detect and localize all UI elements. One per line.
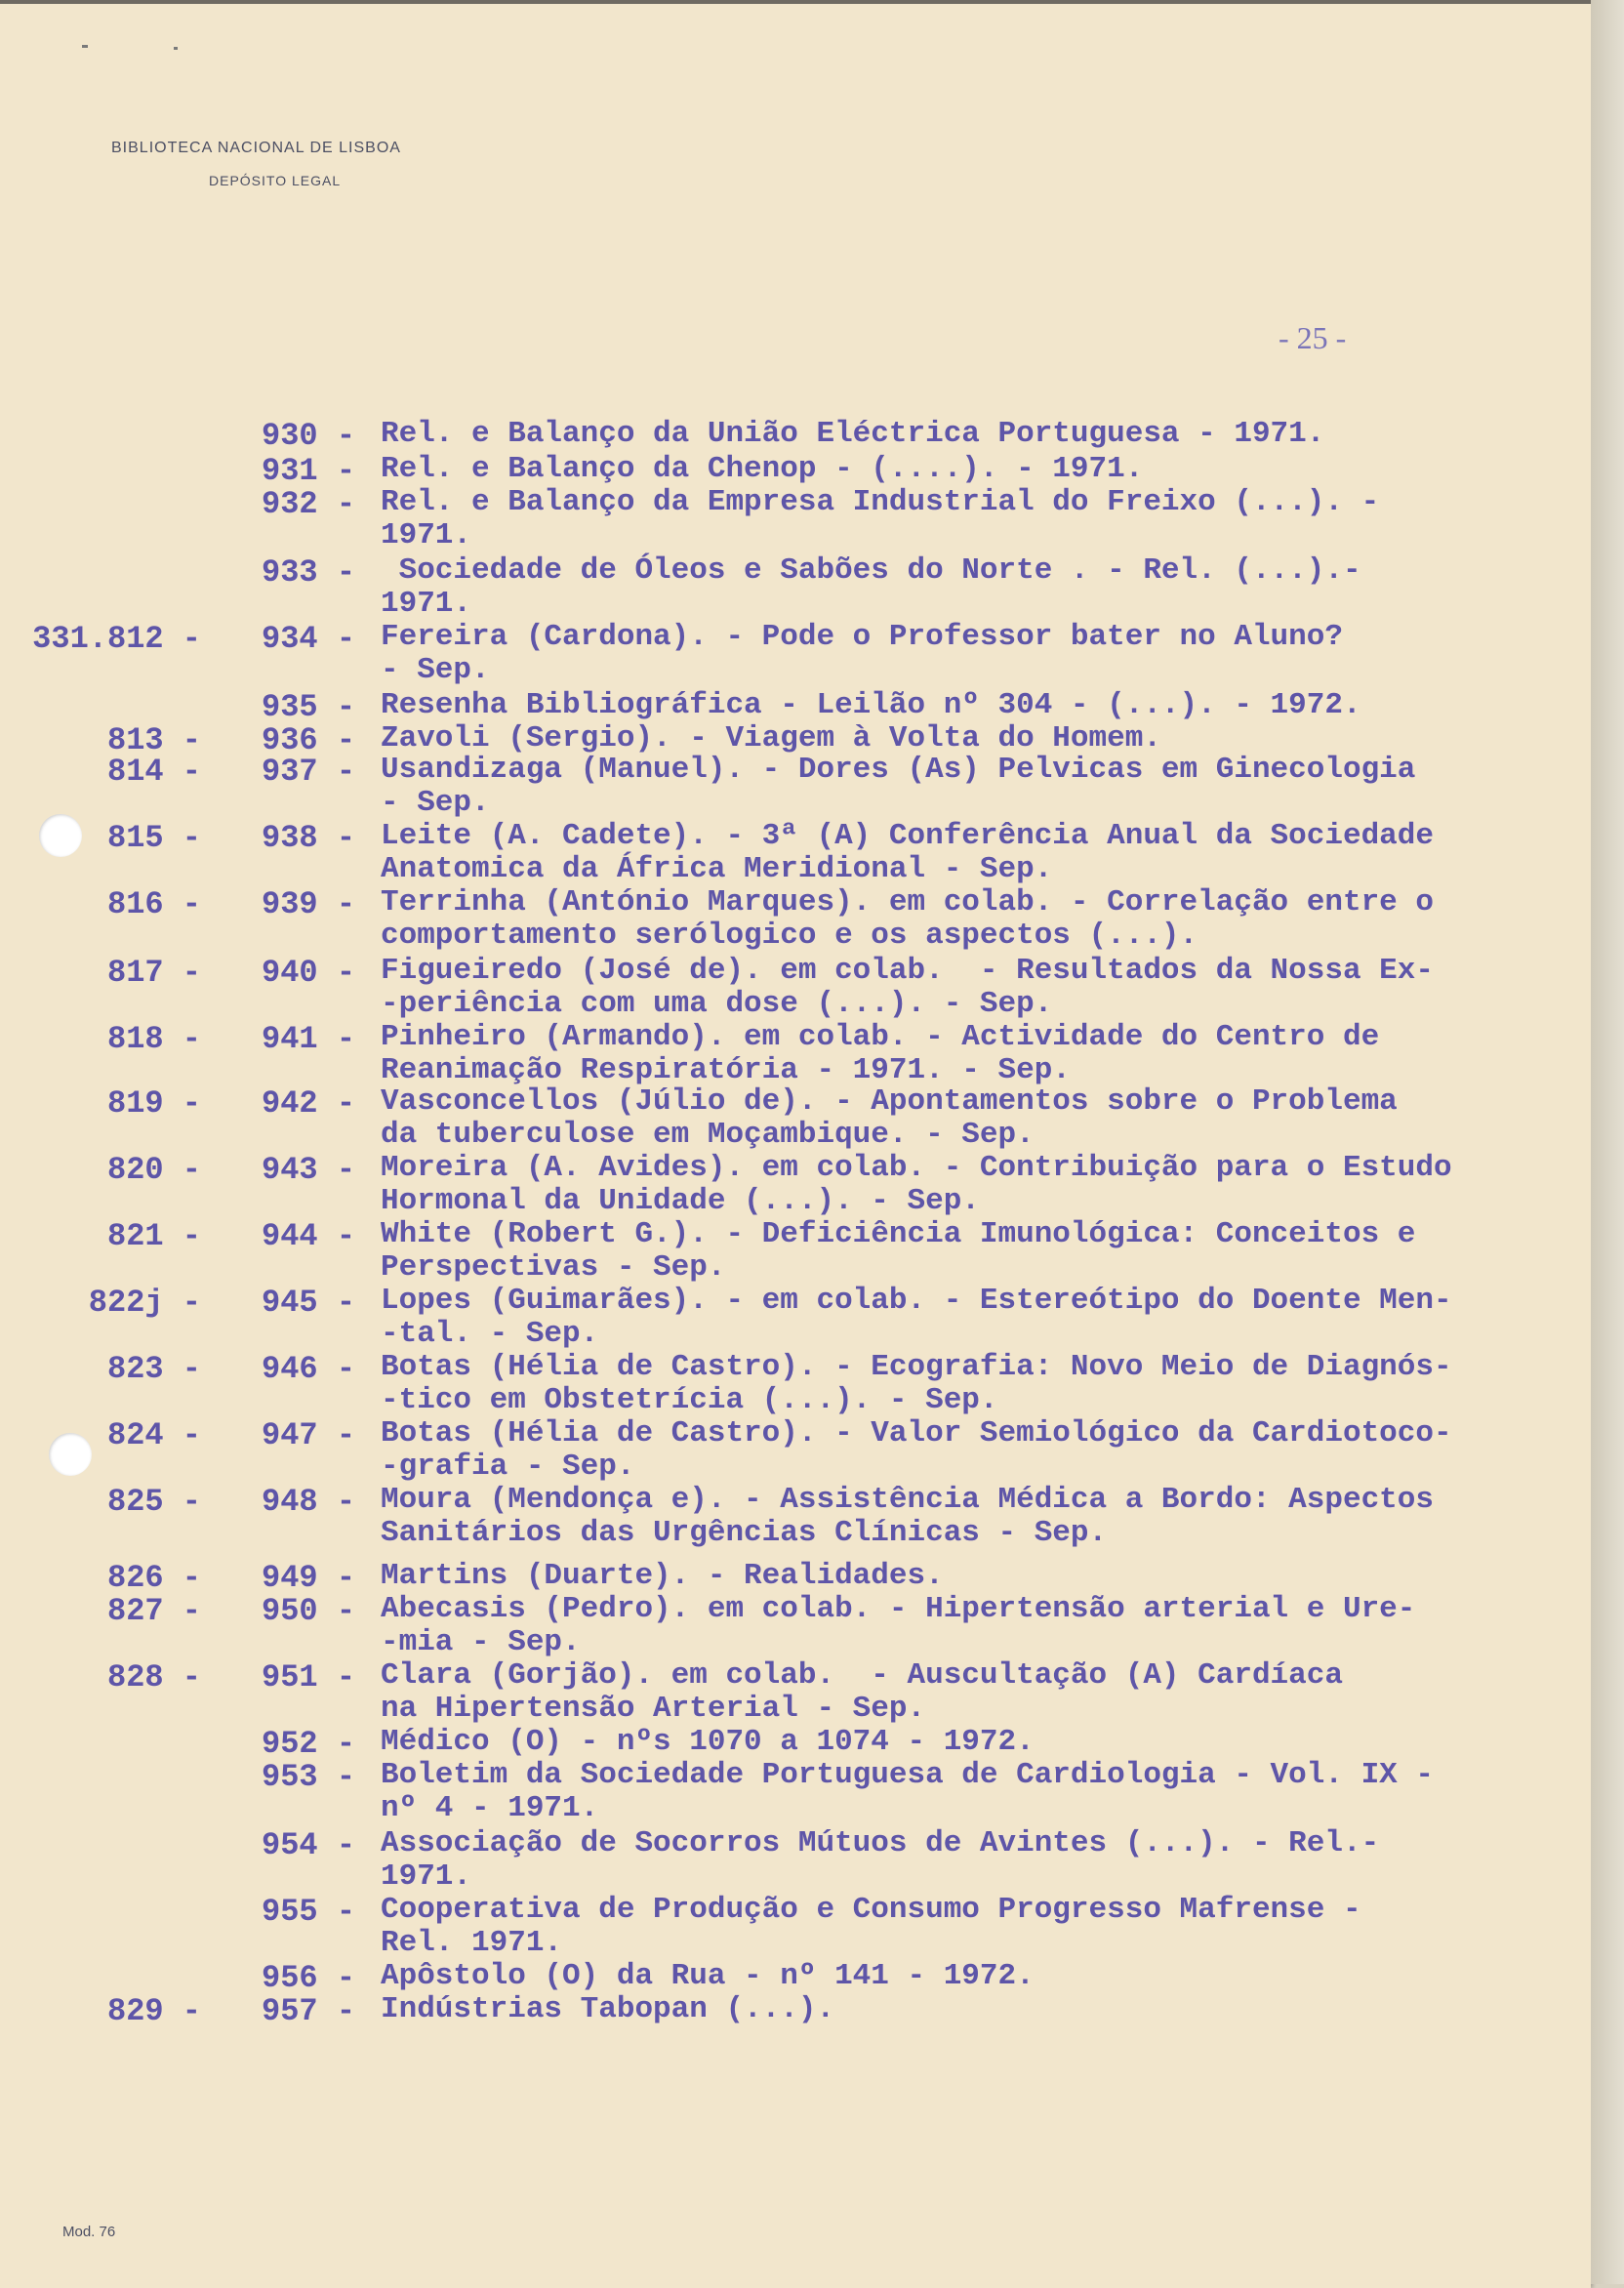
entry-number: 936 - (262, 722, 356, 758)
entry-number: 945 - (262, 1285, 356, 1321)
entry-number: 931 - (262, 453, 356, 489)
deposit-number: 820 - (106, 1152, 201, 1188)
entry-text-line: Sociedade de Óleos e Sabões do Norte . - Rel. (...).- (381, 553, 1361, 588)
entry-text-line: Anatomica da África Meridional - Sep. (381, 852, 1053, 886)
entry-text-line: Rel. e Balanço da União Eléctrica Portuguesa - 1971. (381, 417, 1325, 451)
entry-text-line: Fereira (Cardona). - Pode o Professor bater no Aluno? (381, 620, 1343, 654)
entry-text-line: Clara (Gorjão). em colab. - Auscultação (A) Cardíaca (381, 1658, 1343, 1693)
deposit-number: 815 - (106, 820, 201, 856)
entry-text-line: comportamento serólogico e os aspectos (...). (381, 919, 1198, 953)
entry-number: 937 - (262, 754, 356, 790)
entry-text-line: -periência com uma dose (...). - Sep. (381, 987, 1053, 1021)
entry-text-line: Médico (O) - nºs 1070 a 1074 - 1972. (381, 1725, 1035, 1759)
entry-text-line: Rel. e Balanço da Empresa Industrial do Freixo (...). - (381, 485, 1380, 519)
entry-number: 946 - (262, 1351, 356, 1387)
entry-text-line: Indústrias Tabopan (...). (381, 1992, 835, 2026)
deposit-number: 331.812 - (32, 621, 201, 657)
entry-text-line: - Sep. (381, 653, 490, 687)
speck (174, 47, 178, 50)
entry-text-line: Abecasis (Pedro). em colab. - Hipertensão arterial e Ure- (381, 1592, 1416, 1626)
entry-number: 930 - (262, 418, 356, 454)
entry-number: 944 - (262, 1218, 356, 1254)
entry-text-line: White (Robert G.). - Deficiência Imunológica: Conceitos e (381, 1217, 1416, 1251)
entry-text-line: - Sep. (381, 786, 490, 820)
deposit-number: 825 - (106, 1484, 201, 1520)
deposit-number: 817 - (106, 955, 201, 991)
page-number: - 25 - (1279, 320, 1347, 355)
entry-text-line: Hormonal da Unidade (...). - Sep. (381, 1184, 980, 1218)
entry-text-line: Sanitários das Urgências Clínicas - Sep. (381, 1516, 1108, 1550)
entry-text-line: Vasconcellos (Júlio de). - Apontamentos sobre o Problema (381, 1084, 1398, 1119)
entry-text-line: na Hipertensão Arterial - Sep. (381, 1692, 926, 1726)
entry-text-line: Associação de Socorros Mútuos de Avintes (...). - Rel.- (381, 1826, 1380, 1860)
entry-text-line: da tuberculose em Moçambique. - Sep. (381, 1118, 1035, 1152)
entry-text-line: -tico em Obstetrícia (...). - Sep. (381, 1383, 998, 1417)
entry-number: 934 - (262, 621, 356, 657)
deposit-number: 826 - (106, 1560, 201, 1596)
entry-number: 935 - (262, 689, 356, 725)
entry-text-line: Botas (Hélia de Castro). - Ecografia: Novo Meio de Diagnós- (381, 1350, 1452, 1384)
entry-number: 955 - (262, 1894, 356, 1930)
page-edge (1591, 0, 1624, 2284)
entry-text-line: 1971. (381, 587, 472, 621)
entry-text-line: -grafia - Sep. (381, 1450, 635, 1484)
entry-number: 952 - (262, 1726, 356, 1762)
entry-text-line: nº 4 - 1971. (381, 1791, 599, 1825)
entry-number: 941 - (262, 1021, 356, 1057)
deposit-number: 828 - (106, 1659, 201, 1696)
entry-text-line: Moura (Mendonça e). - Assistência Médica a Bordo: Aspectos (381, 1483, 1434, 1517)
entry-text-line: Leite (A. Cadete). - 3ª (A) Conferência Anual da Sociedade (381, 819, 1434, 853)
entry-number: 932 - (262, 486, 356, 522)
entry-text-line: Pinheiro (Armando). em colab. - Actividade do Centro de (381, 1020, 1380, 1054)
entry-text-line: Martins (Duarte). - Realidades. (381, 1559, 944, 1593)
form-number: Mod. 76 (62, 2224, 116, 2240)
entry-number: 933 - (262, 554, 356, 591)
entry-number: 943 - (262, 1152, 356, 1188)
deposit-number: 814 - (106, 754, 201, 790)
entry-text-line: Zavoli (Sergio). - Viagem à Volta do Homem. (381, 721, 1161, 756)
entry-text-line: Botas (Hélia de Castro). - Valor Semiológico da Cardiotoco- (381, 1416, 1452, 1450)
entry-number: 947 - (262, 1417, 356, 1453)
deposit-number: 824 - (106, 1417, 201, 1453)
entry-text-line: Rel. 1971. (381, 1926, 563, 1960)
entry-text-line: 1971. (381, 518, 472, 552)
entry-text-line: Cooperativa de Produção e Consumo Progresso Mafrense - (381, 1893, 1361, 1927)
entry-number: 951 - (262, 1659, 356, 1696)
library-name: BIBLIOTECA NACIONAL DE LISBOA (111, 140, 401, 156)
deposit-number: 823 - (106, 1351, 201, 1387)
deposit-number: 813 - (106, 722, 201, 758)
entry-text-line: Reanimação Respiratória - 1971. - Sep. (381, 1053, 1071, 1087)
deposit-number: 818 - (106, 1021, 201, 1057)
entry-number: 956 - (262, 1960, 356, 1996)
entry-number: 939 - (262, 886, 356, 922)
deposit-number: 816 - (106, 886, 201, 922)
entry-text-line: -mia - Sep. (381, 1625, 581, 1659)
entry-text-line: Apôstolo (O) da Rua - nº 141 - 1972. (381, 1959, 1035, 1993)
entry-number: 942 - (262, 1085, 356, 1122)
entry-text-line: Perspectivas - Sep. (381, 1250, 726, 1285)
deposit-number: 819 - (106, 1085, 201, 1122)
entry-text-line: 1971. (381, 1859, 472, 1894)
deposit-number: 821 - (106, 1218, 201, 1254)
entry-number: 948 - (262, 1484, 356, 1520)
entry-number: 950 - (262, 1593, 356, 1629)
entry-number: 957 - (262, 1993, 356, 2029)
entry-text-line: Resenha Bibliográfica - Leilão nº 304 - (...). - 1972. (381, 688, 1361, 722)
entry-number: 949 - (262, 1560, 356, 1596)
entry-text-line: Lopes (Guimarães). - em colab. - Estereótipo do Doente Men- (381, 1284, 1452, 1318)
entry-text-line: Moreira (A. Avides). em colab. - Contribuição para o Estudo (381, 1151, 1452, 1185)
entry-number: 954 - (262, 1827, 356, 1863)
department-name: DEPÓSITO LEGAL (209, 173, 342, 188)
entry-text-line: Boletim da Sociedade Portuguesa de Cardiologia - Vol. IX - (381, 1758, 1434, 1792)
speck (82, 45, 88, 48)
deposit-number: 822j - (88, 1285, 201, 1321)
entry-text-line: Rel. e Balanço da Chenop - (....). - 1971. (381, 452, 1144, 486)
entry-text-line: Usandizaga (Manuel). - Dores (As) Pelvicas em Ginecologia (381, 753, 1416, 787)
entry-number: 940 - (262, 955, 356, 991)
entry-text-line: Terrinha (António Marques). em colab. - Correlação entre o (381, 885, 1434, 919)
entry-text-line: Figueiredo (José de). em colab. - Resultados da Nossa Ex- (381, 954, 1434, 988)
entry-text-line: -tal. - Sep. (381, 1317, 599, 1351)
deposit-number: 827 - (106, 1593, 201, 1629)
entry-number: 953 - (262, 1759, 356, 1795)
entry-number: 938 - (262, 820, 356, 856)
deposit-number: 829 - (106, 1993, 201, 2029)
